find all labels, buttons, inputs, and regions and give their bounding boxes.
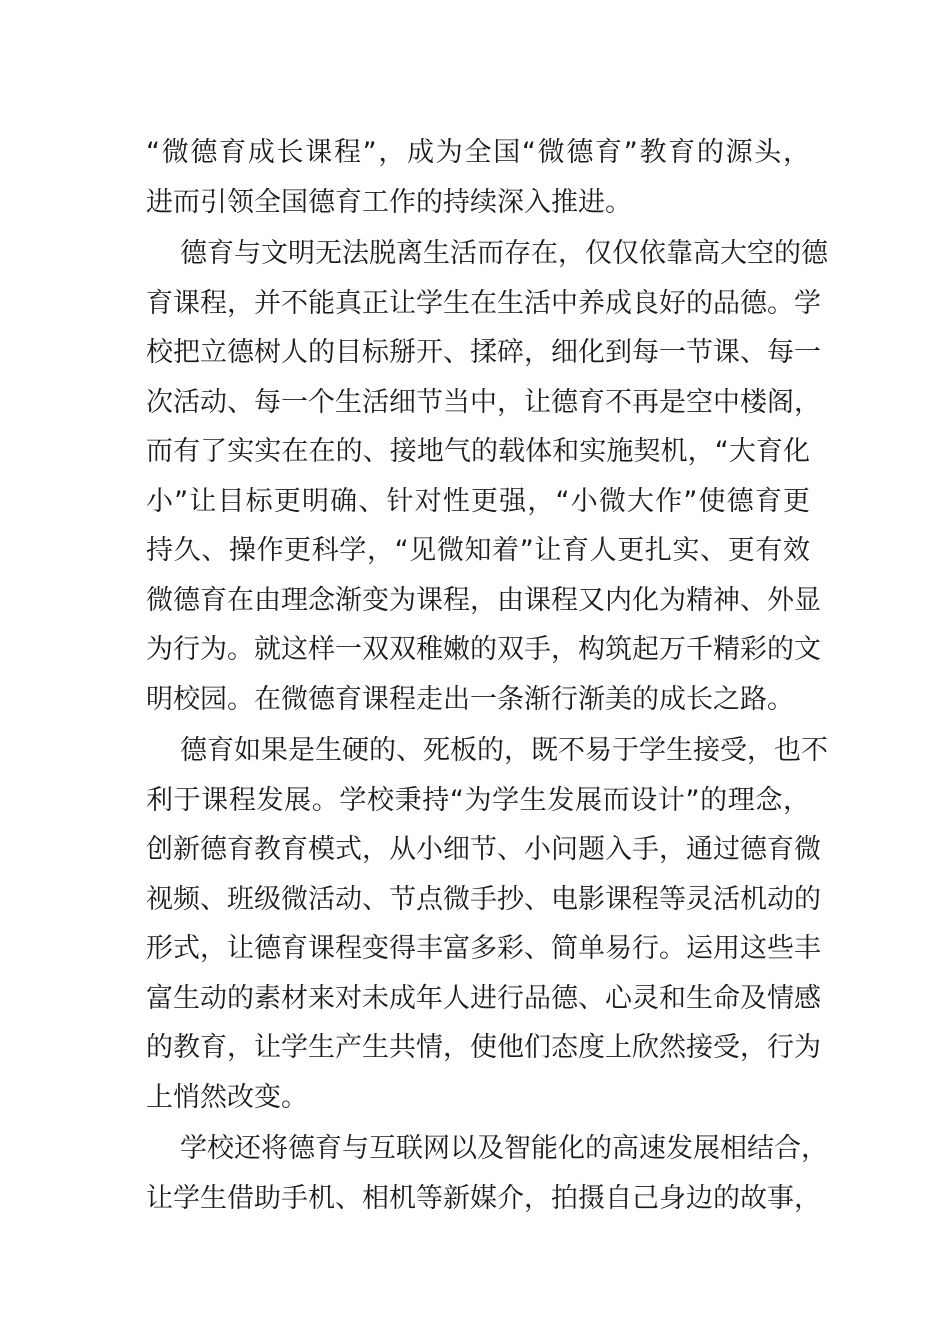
text-line: 育课程，并不能真正让学生在生活中养成良好的品德。学 — [146, 287, 821, 319]
text-line: 微德育在由理念渐变为课程，由课程又内化为精神、外显 — [146, 584, 821, 616]
text-line: 学校还将德育与互联网以及智能化的高速发展相结合， — [180, 1133, 828, 1164]
text-line: 而有了实实在在的、接地气的载体和实施契机，“大育化 — [146, 436, 810, 467]
text-line: 校把立德树人的目标掰开、揉碎，细化到每一节课、每一 — [146, 337, 821, 368]
text-line: 明校园。在微德育课程走出一条渐行渐美的成长之路。 — [146, 683, 794, 715]
text-line: 形式，让德育课程变得丰富多彩、简单易行。运用这些丰 — [146, 933, 821, 964]
paragraph — [146, 229, 828, 724]
text-line: 的教育，让学生产生共情，使他们态度上欣然接受，行为 — [146, 1032, 821, 1063]
text-line: 德育与文明无法脱离生活而存在，仅仅依靠高大空的德 — [180, 238, 828, 269]
document-body — [146, 128, 828, 1223]
text-line: 创新德育教育模式，从小细节、小问题入手，通过德育微 — [146, 834, 821, 865]
text-line: 德育如果是生硬的、死板的，既不易于学生接受，也不 — [180, 735, 828, 766]
text-line: 次活动、每一个生活细节当中，让德育不再是空中楼阁， — [146, 386, 821, 418]
paragraph — [146, 128, 810, 227]
text-line: 进而引领全国德育工作的持续深入推进。 — [146, 186, 632, 218]
text-line: 富生动的素材来对未成年人进行品德、心灵和生命及情感 — [146, 982, 821, 1014]
text-line: 上悄然改变。 — [146, 1081, 308, 1113]
text-line: 让学生借助手机、相机等新媒介，拍摄自己身边的故事， — [146, 1182, 821, 1214]
text-line: 利于课程发展。学校秉持“为学生发展而设计”的理念， — [146, 784, 810, 816]
text-line: 小”让目标更明确、针对性更强，“小微大作”使德育更 — [146, 485, 810, 517]
text-line: “微德育成长课程”，成为全国“微德育”教育的源头， — [146, 137, 810, 168]
text-line: 为行为。就这样一双双稚嫩的双手，构筑起万千精彩的文 — [146, 634, 821, 665]
text-line: 视频、班级微活动、节点微手抄、电影课程等灵活机动的 — [146, 883, 821, 915]
text-line: 持久、操作更科学，“见微知着”让育人更扎实、更有效 — [146, 535, 810, 566]
paragraph — [146, 1124, 828, 1223]
paragraph — [146, 726, 828, 1122]
